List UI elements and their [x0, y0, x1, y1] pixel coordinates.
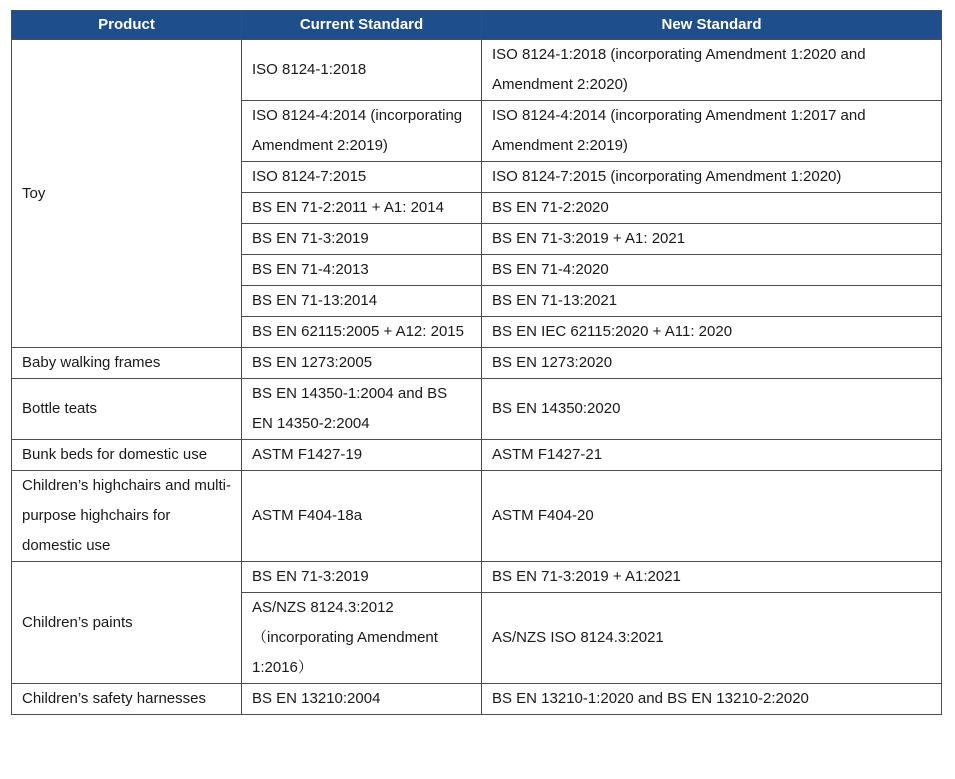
table-row [12, 440, 942, 471]
current-standard-cell: AS/NZS 8124.3:2012 （incorporating Amendment 1:2016） [242, 593, 482, 684]
new-standard-cell: BS EN 71-3:2019 + A1: 2021 [482, 224, 942, 255]
new-standard-cell: BS EN 14350:2020 [482, 379, 942, 440]
new-standard-cell: BS EN 71-13:2021 [482, 286, 942, 317]
product-cell: Children’s paints [12, 562, 242, 684]
new-standard-cell: BS EN 71-2:2020 [482, 193, 942, 224]
table-row [12, 684, 942, 715]
current-standard-cell: BS EN 71-3:2019 [242, 562, 482, 593]
product-cell: Children’s highchairs and multi-purpose highchairs for domestic use [12, 471, 242, 562]
table-row [12, 379, 942, 440]
new-standard-cell: AS/NZS ISO 8124.3:2021 [482, 593, 942, 684]
table-row [12, 562, 942, 593]
current-standard-cell: BS EN 71-4:2013 [242, 255, 482, 286]
current-standard-cell: BS EN 13210:2004 [242, 684, 482, 715]
table-row [12, 40, 942, 101]
product-cell: Bottle teats [12, 379, 242, 440]
header-product: Product [12, 11, 242, 40]
new-standard-cell: BS EN 71-4:2020 [482, 255, 942, 286]
product-cell: Toy [12, 40, 242, 348]
new-standard-cell: ISO 8124-4:2014 (incorporating Amendment 1:2017 and Amendment 2:2019) [482, 101, 942, 162]
current-standard-cell: BS EN 1273:2005 [242, 348, 482, 379]
product-cell: Children’s safety harnesses [12, 684, 242, 715]
current-standard-cell: BS EN 71-2:2011 + A1: 2014 [242, 193, 482, 224]
new-standard-cell: ISO 8124-1:2018 (incorporating Amendment 1:2020 and Amendment 2:2020) [482, 40, 942, 101]
table-row [12, 348, 942, 379]
current-standard-cell: ISO 8124-4:2014 (incorporating Amendment 2:2019) [242, 101, 482, 162]
current-standard-cell: BS EN 62115:2005 + A12: 2015 [242, 317, 482, 348]
product-cell: Baby walking frames [12, 348, 242, 379]
product-cell: Bunk beds for domestic use [12, 440, 242, 471]
header-current-standard: Current Standard [242, 11, 482, 40]
current-standard-cell: ASTM F404-18a [242, 471, 482, 562]
table-row [12, 471, 942, 562]
current-standard-cell: BS EN 71-3:2019 [242, 224, 482, 255]
standards-table [11, 10, 942, 715]
current-standard-cell: ISO 8124-7:2015 [242, 162, 482, 193]
new-standard-cell: ISO 8124-7:2015 (incorporating Amendment 1:2020) [482, 162, 942, 193]
current-standard-cell: BS EN 71-13:2014 [242, 286, 482, 317]
current-standard-cell: ISO 8124-1:2018 [242, 40, 482, 101]
header-new-standard: New Standard [482, 11, 942, 40]
new-standard-cell: BS EN 1273:2020 [482, 348, 942, 379]
new-standard-cell: ASTM F1427-21 [482, 440, 942, 471]
current-standard-cell: BS EN 14350-1:2004 and BS EN 14350-2:2004 [242, 379, 482, 440]
current-standard-cell: ASTM F1427-19 [242, 440, 482, 471]
new-standard-cell: BS EN 13210-1:2020 and BS EN 13210-2:2020 [482, 684, 942, 715]
header-row [12, 11, 942, 40]
new-standard-cell: ASTM F404-20 [482, 471, 942, 562]
new-standard-cell: BS EN 71-3:2019 + A1:2021 [482, 562, 942, 593]
new-standard-cell: BS EN IEC 62115:2020 + A11: 2020 [482, 317, 942, 348]
